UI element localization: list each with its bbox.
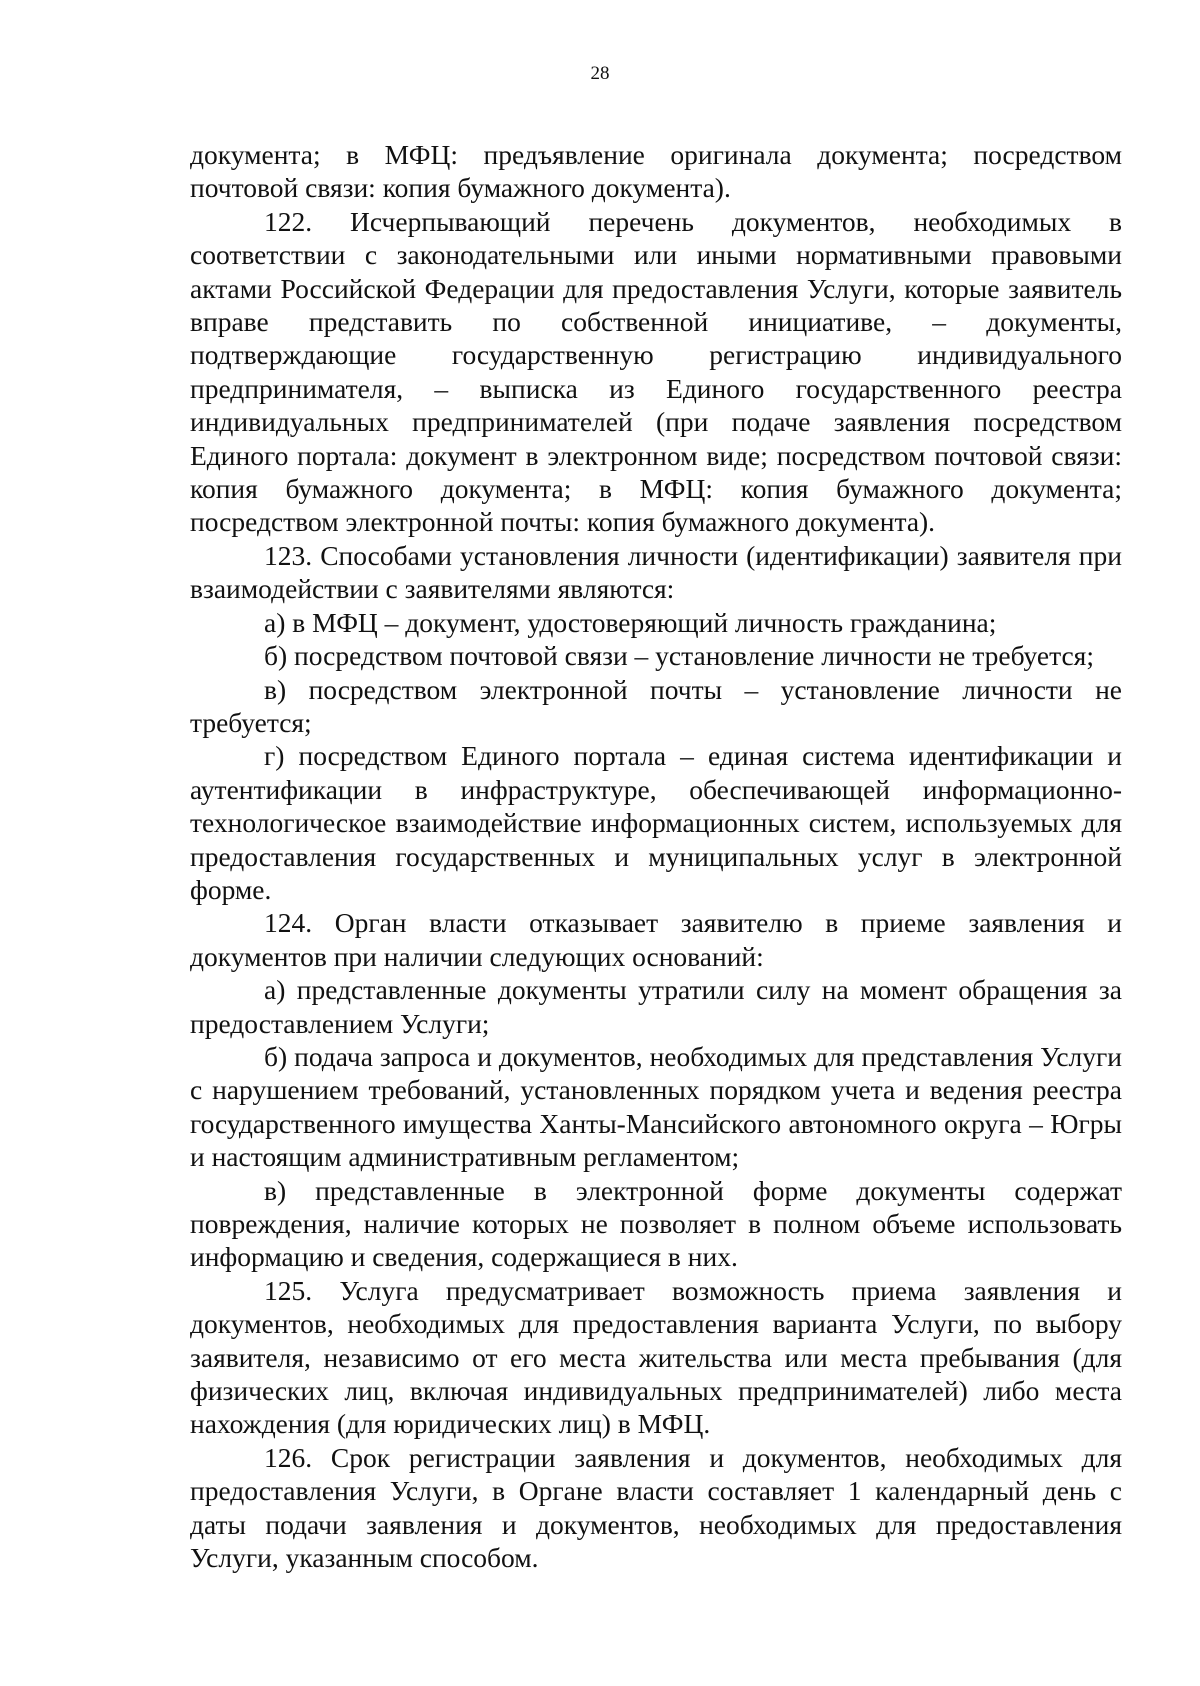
paragraph-123-a: а) в МФЦ – документ, удостоверяющий личность гражданина; bbox=[264, 606, 997, 638]
paragraph-124-a: а) представленные документы утратили силу на момент обращения за предоставлением Услуги; bbox=[190, 974, 1122, 1039]
paragraph-122: 122. Исчерпывающий перечень документов, необходимых в соответствии с законодательными или иными нормативными правовыми актами Российской Федерации для предоставления Услуги, которые заявитель вправе представить по собственной инициативе, – документы, подтверждающие государственную регистрацию индивидуального предпринимателя, – выписка из Единого государственного реестра индивидуальных предпринимателей (при подаче заявления посредством Единого портала: документ в электронном виде; посредством почтовой связи: копия бумажного документа; в МФЦ: копия бумажного документа; посредством электронной почты: копия бумажного документа). bbox=[190, 205, 1122, 538]
paragraph-124-v: в) представленные в электронной форме документы содержат повреждения, наличие которых не позволяет в полном объеме использовать информацию и сведения, содержащиеся в них. bbox=[190, 1174, 1122, 1273]
page-number: 28 bbox=[590, 63, 610, 84]
paragraph-126: 126. Срок регистрации заявления и документов, необходимых для предоставления Услуги, в Органе власти составляет 1 календарный день с даты подачи заявления и документов, необходимых для предоставления Услуги, указанным способом. bbox=[190, 1441, 1122, 1574]
paragraph-123-g: г) посредством Единого портала – единая система идентификации и аутентификации в инфраструктуре, обеспечивающей информационно-технологическое взаимодействие информационных систем, используемых для предоставления государственных и муниципальных услуг в электронной форме. bbox=[190, 740, 1122, 905]
paragraph-125: 125. Услуга предусматривает возможность приема заявления и документов, необходимых для предоставления варианта Услуги, по выбору заявителя, независимо от его места жительства или места пребывания (для физических лиц, включая индивидуальных предпринимателей) либо места нахождения (для юридических лиц) в МФЦ. bbox=[190, 1274, 1122, 1440]
paragraph-124: 124. Орган власти отказывает заявителю в приеме заявления и документов при наличии следующих оснований: bbox=[190, 907, 1122, 972]
paragraph-123: 123. Способами установления личности (идентификации) заявителя при взаимодействии с заявителями являются: bbox=[190, 539, 1122, 605]
paragraph-123-v: в) посредством электронной почты – установление личности не требуется; bbox=[190, 673, 1122, 738]
paragraph-continuation: документа; в МФЦ: предъявление оригинала документа; посредством почтовой связи: копия бумажного документа). bbox=[190, 139, 1122, 204]
paragraph-123-b: б) посредством почтовой связи – установление личности не требуется; bbox=[264, 640, 1094, 672]
document-body bbox=[190, 138, 1122, 1574]
paragraph-124-b: б) подача запроса и документов, необходимых для представления Услуги с нарушением требований, установленных порядком учета и ведения реестра государственного имущества Ханты-Мансийского автономного округа – Югры и настоящим административным регламентом; bbox=[190, 1040, 1122, 1173]
